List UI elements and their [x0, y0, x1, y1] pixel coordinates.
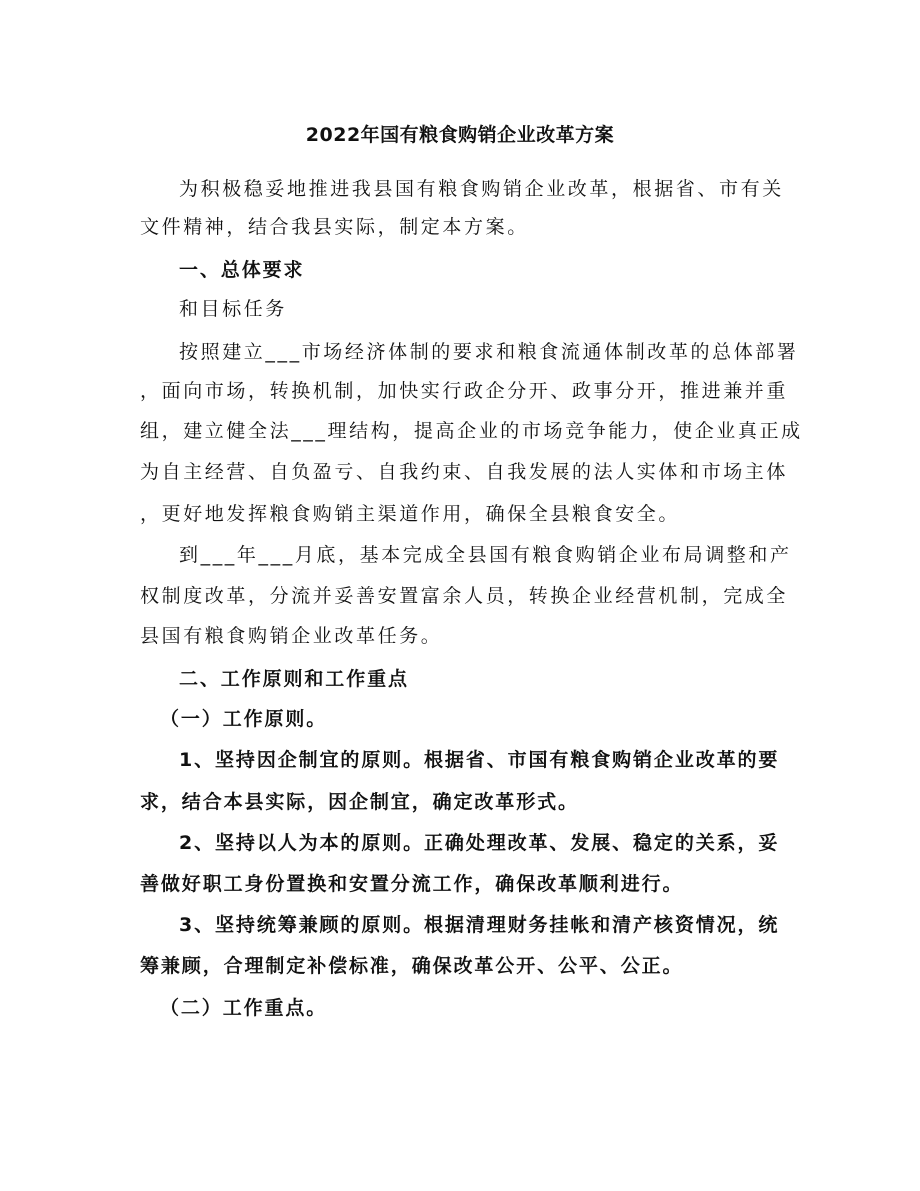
paragraph-line: 组，建立健全法___理结构，提高企业的市场竞争能力，使企业真正成	[140, 420, 803, 442]
paragraph-line: 3、坚持统筹兼顾的原则。根据清理财务挂帐和清产核资情况，统	[179, 914, 780, 936]
paragraph-line: 1、坚持因企制宜的原则。根据省、市国有粮食购销企业改革的要	[179, 749, 780, 771]
subsection-heading: （一）工作原则。	[160, 708, 328, 730]
paragraph-line: 为自主经营、自负盈亏、自我约束、自我发展的法人实体和市场主体	[140, 461, 789, 483]
paragraph-line: 文件精神，结合我县实际，制定本方案。	[140, 216, 529, 238]
document-title: 2022年国有粮食购销企业改革方案	[305, 124, 615, 146]
paragraph-line: 到___年___月底，基本完成全县国有粮食购销企业布局调整和产	[179, 544, 792, 566]
paragraph-line: ，更好地发挥粮食购销主渠道作用，确保全县粮食安全。	[140, 503, 681, 525]
section-heading: 二、工作原则和工作重点	[179, 668, 409, 690]
subsection-heading: （二）工作重点。	[160, 997, 328, 1019]
paragraph-line: 求，结合本县实际，因企制宜，确定改革形式。	[140, 791, 579, 813]
paragraph-line: 按照建立___市场经济体制的要求和粮食流通体制改革的总体部署	[179, 341, 799, 363]
paragraph-line: 和目标任务	[179, 298, 288, 320]
paragraph-line: 筹兼顾，合理制定补偿标准，确保改革公开、公平、公正。	[140, 955, 684, 977]
paragraph-line: 权制度改革，分流并妥善安置富余人员，转换企业经营机制，完成全	[140, 585, 789, 607]
section-heading: 一、总体要求	[179, 259, 305, 281]
paragraph-line: 县国有粮食购销企业改革任务。	[140, 625, 443, 647]
paragraph-line: 善做好职工身份置换和安置分流工作，确保改革顺利进行。	[140, 873, 684, 895]
paragraph-line: 2、坚持以人为本的原则。正确处理改革、发展、稳定的关系，妥	[179, 832, 780, 854]
paragraph-line: 为积极稳妥地推进我县国有粮食购销企业改革，根据省、市有关	[179, 178, 784, 200]
paragraph-line: ，面向市场，转换机制，加快实行政企分开、政事分开，推进兼并重	[140, 380, 789, 402]
